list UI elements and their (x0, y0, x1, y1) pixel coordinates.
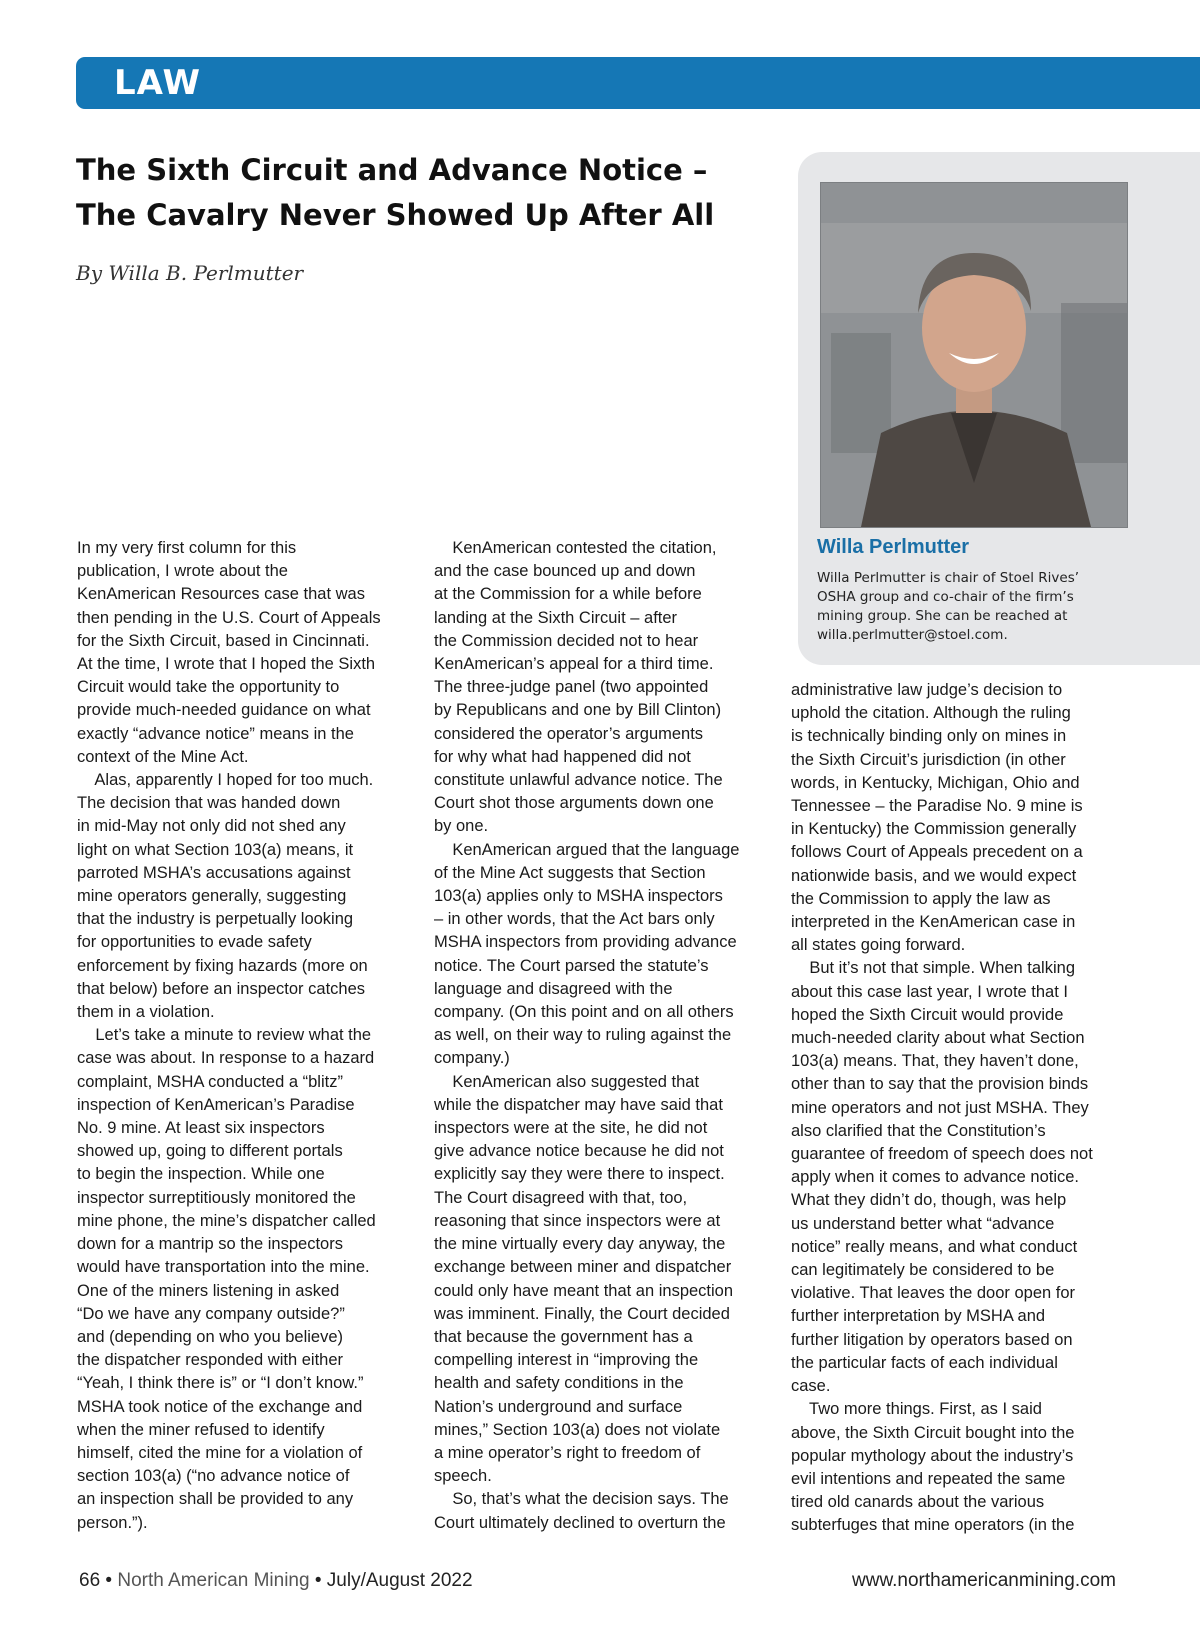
body-text-line: notice. The Court parsed the statute’s (434, 956, 709, 975)
body-text-line: 103(a) applies only to MSHA inspectors (434, 887, 723, 906)
body-text-line: was imminent. Finally, the Court decided (434, 1304, 730, 1323)
body-text-line: for why what had happened did not (434, 747, 691, 766)
body-text-line: by one. (434, 817, 489, 836)
body-text-line: One of the miners listening in asked (77, 1281, 340, 1300)
body-text-line: enforcement by fixing hazards (more on (77, 956, 368, 975)
article-title-line: The Cavalry Never Showed Up After All (76, 198, 715, 232)
body-text-line: the particular facts of each individual (791, 1353, 1058, 1372)
body-text-line: publication, I wrote about the (77, 562, 288, 581)
body-text-line: Two more things. First, as I said (791, 1400, 1042, 1419)
body-text-line: words, in Kentucky, Michigan, Ohio and (791, 773, 1080, 792)
body-text-line: mines,” Section 103(a) does not violate (434, 1420, 721, 1439)
body-text-line: then pending in the U.S. Court of Appeals (77, 608, 381, 627)
body-text-line: about this case last year, I wrote that I (791, 982, 1068, 1001)
body-text-line: that the industry is perpetually looking (77, 910, 354, 929)
body-text-line: administrative law judge’s decision to (791, 681, 1063, 699)
body-text-line: at the Commission for a while before (434, 585, 702, 604)
article-column-1 (77, 537, 417, 1535)
body-text-line: that because the government has a (434, 1327, 693, 1346)
body-text-line: The three-judge panel (two appointed (434, 678, 709, 697)
body-text-line: is technically binding only on mines in (791, 727, 1067, 746)
body-text-line: to begin the inspection. While one (77, 1165, 325, 1184)
body-text-line: Court ultimately declined to overturn the (434, 1513, 726, 1532)
body-text-line: the dispatcher responded with either (77, 1351, 343, 1370)
body-text-line: compelling interest in “improving the (434, 1351, 699, 1370)
body-text-line: the Commission to apply the law as (791, 889, 1051, 908)
body-text-line: other than to say that the provision binds (791, 1075, 1089, 1094)
author-bio-line: mining group. She can be reached at (817, 608, 1068, 624)
body-text-line: them in a violation. (77, 1003, 215, 1022)
body-text-line: KenAmerican argued that the language (434, 840, 740, 859)
body-text-line: The decision that was handed down (77, 794, 341, 813)
body-text-line: himself, cited the mine for a violation of (77, 1443, 363, 1462)
body-text-line: 103(a) means. That, they haven’t done, (791, 1052, 1079, 1071)
author-bio-line: Willa Perlmutter is chair of Stoel Rives’ (817, 570, 1080, 586)
body-text-line: when the miner refused to identify (77, 1420, 325, 1439)
body-text-line: guarantee of freedom of speech does not (791, 1145, 1093, 1164)
article-byline: By Willa B. Perlmutter (76, 261, 304, 285)
author-name: Willa Perlmutter (817, 536, 970, 558)
body-text-line: apply when it comes to advance notice. (791, 1168, 1080, 1187)
body-text-line: tired old canards about the various (791, 1493, 1045, 1512)
body-text-line: provide much-needed guidance on what (77, 701, 371, 720)
body-text-line: At the time, I wrote that I hoped the Sixth (77, 655, 376, 674)
body-text-line: landing at the Sixth Circuit – after (434, 608, 678, 627)
body-text-line: further litigation by operators based on (791, 1330, 1073, 1349)
body-text-line: case was about. In response to a hazard (77, 1049, 375, 1068)
body-text-line: in Kentucky) the Commission generally (791, 820, 1077, 839)
section-banner (76, 57, 1200, 109)
body-text-line: case. (791, 1377, 831, 1396)
body-text-line: considered the operator’s arguments (434, 724, 704, 743)
body-text-line: What they didn’t do, though, was help (791, 1191, 1067, 1210)
body-text-line: MSHA inspectors from providing advance (434, 933, 737, 952)
body-text-line: the Commission decided not to hear (434, 631, 699, 650)
body-text-line: Nation’s underground and surface (434, 1397, 683, 1416)
body-text-line: parroted MSHA’s accusations against (77, 863, 351, 882)
article-title (76, 148, 756, 238)
body-text-line: constitute unlawful advance notice. The (434, 771, 723, 790)
body-text-line: hoped the Sixth Circuit would provide (791, 1005, 1064, 1024)
body-text-line: The Court disagreed with that, too, (434, 1188, 688, 1207)
body-text-line: popular mythology about the industry’s (791, 1446, 1074, 1465)
body-text-line: complaint, MSHA conducted a “blitz” (77, 1072, 343, 1091)
body-text-line: But it’s not that simple. When talking (791, 959, 1075, 978)
body-text-line: further interpretation by MSHA and (791, 1307, 1046, 1326)
body-text-line: – in other words, that the Act bars only (434, 910, 715, 929)
body-text-line: uphold the citation. Although the ruling (791, 704, 1071, 723)
body-text-line: while the dispatcher may have said that (434, 1095, 723, 1114)
body-text-line: nationwide basis, and we would expect (791, 866, 1077, 885)
body-text-line: subterfuges that mine operators (in the (791, 1516, 1075, 1535)
body-text-line: Alas, apparently I hoped for too much. (77, 771, 374, 790)
website-link[interactable]: www.northamericanmining.com (852, 1570, 1116, 1591)
body-text-line: “Do we have any company outside?” (77, 1304, 345, 1323)
body-text-line: KenAmerican Resources case that was (77, 585, 365, 604)
author-bio-line: OSHA group and co-chair of the firm’s (817, 589, 1074, 605)
body-text-line: above, the Sixth Circuit bought into the (791, 1423, 1075, 1442)
body-text-line: by Republicans and one by Bill Clinton) (434, 701, 722, 720)
body-text-line: KenAmerican’s appeal for a third time. (434, 655, 714, 674)
body-text-line: inspection of KenAmerican’s Paradise (77, 1095, 355, 1114)
body-text-line: would have transportation into the mine. (77, 1258, 370, 1277)
body-text-line: of the Mine Act suggests that Section (434, 863, 706, 882)
body-text-line: in mid-May not only did not shed any (77, 817, 346, 836)
body-text-line: person.”). (77, 1513, 148, 1532)
body-text-line: also clarified that the Constitution’s (791, 1121, 1046, 1140)
body-text-line: mine operators generally, suggesting (77, 887, 347, 906)
body-text-line: exactly “advance notice” means in the (77, 724, 354, 743)
body-text-line: Circuit would take the opportunity to (77, 678, 340, 697)
body-text-line: that below) before an inspector catches (77, 979, 366, 998)
body-text-line: us understand better what “advance (791, 1214, 1055, 1233)
body-text-line: inspector surreptitiously monitored the (77, 1188, 356, 1207)
body-text-line: speech. (434, 1467, 492, 1486)
body-text-line: and the case bounced up and down (434, 562, 696, 581)
article-column-2 (434, 537, 774, 1535)
article-column-3 (791, 679, 1136, 1538)
body-text-line: company.) (434, 1049, 510, 1068)
body-text-line: health and safety conditions in the (434, 1374, 684, 1393)
body-text-line: for the Sixth Circuit, based in Cincinnati. (77, 631, 370, 650)
body-text-line: In my very first column for this (77, 539, 297, 557)
body-text-line: and (depending on who you believe) (77, 1327, 344, 1346)
author-bio (817, 569, 1147, 645)
author-bio-line: willa.perlmutter@stoel.com. (817, 627, 1008, 643)
footer-bullet: • (105, 1570, 113, 1591)
body-text-line: exchange between miner and dispatcher (434, 1258, 732, 1277)
body-text-line: MSHA took notice of the exchange and (77, 1397, 363, 1416)
issue-date: July/August 2022 (326, 1570, 473, 1591)
author-sidebar (798, 152, 1200, 665)
body-text-line: violative. That leaves the door open for (791, 1284, 1076, 1303)
body-text-line: can legitimately be considered to be (791, 1261, 1055, 1280)
body-text-line: for opportunities to evade safety (77, 933, 312, 952)
body-text-line: language and disagreed with the (434, 979, 673, 998)
body-text-line: showed up, going to different portals (77, 1142, 343, 1161)
body-text-line: could only have meant that an inspection (434, 1281, 734, 1300)
body-text-line: context of the Mine Act. (77, 747, 249, 766)
body-text-line: No. 9 mine. At least six inspectors (77, 1119, 325, 1138)
body-text-line: mine operators and not just MSHA. They (791, 1098, 1089, 1117)
body-text-line: as well, on their way to ruling against the (434, 1026, 732, 1045)
body-text-line: evil intentions and repeated the same (791, 1469, 1066, 1488)
body-text-line: interpreted in the KenAmerican case in (791, 913, 1076, 932)
body-text-line: mine phone, the mine’s dispatcher called (77, 1211, 376, 1230)
section-label: LAW (114, 63, 201, 103)
body-text-line: all states going forward. (791, 936, 966, 955)
body-text-line: down for a mantrip so the inspectors (77, 1235, 343, 1254)
body-text-line: So, that’s what the decision says. The (434, 1490, 729, 1509)
body-text-line: much-needed clarity about what Section (791, 1029, 1085, 1048)
publication-name: North American Mining (117, 1570, 310, 1591)
body-text-line: Court shot those arguments down one (434, 794, 714, 813)
footer-folio (79, 1570, 473, 1592)
body-text-line: KenAmerican contested the citation, (434, 539, 717, 557)
body-text-line: reasoning that since inspectors were at (434, 1211, 721, 1230)
body-text-line: a mine operator’s right to freedom of (434, 1443, 701, 1462)
body-text-line: the Sixth Circuit’s jurisdiction (in other (791, 750, 1066, 769)
body-text-line: the mine virtually every day anyway, the (434, 1235, 726, 1254)
footer-bullet: • (314, 1570, 322, 1591)
body-text-line: light on what Section 103(a) means, it (77, 840, 354, 859)
body-text-line: an inspection shall be provided to any (77, 1490, 354, 1509)
body-text-line: explicitly say they were there to inspect. (434, 1165, 725, 1184)
body-text-line: “Yeah, I think there is” or “I don’t know.” (77, 1374, 364, 1393)
body-text-line: inspectors were at the site, he did not (434, 1119, 708, 1138)
article-title-line: The Sixth Circuit and Advance Notice – (76, 153, 708, 187)
body-text-line: notice” really means, and what conduct (791, 1237, 1078, 1256)
body-text-line: Tennessee – the Paradise No. 9 mine is (791, 797, 1083, 816)
author-photo (820, 182, 1128, 528)
body-text-line: give advance notice because he did not (434, 1142, 724, 1161)
body-text-line: section 103(a) (“no advance notice of (77, 1467, 350, 1486)
body-text-line: company. (On this point and on all others (434, 1003, 734, 1022)
body-text-line: KenAmerican also suggested that (434, 1072, 700, 1091)
page-number: 66 (79, 1570, 101, 1591)
body-text-line: Let’s take a minute to review what the (77, 1026, 372, 1045)
body-text-line: follows Court of Appeals precedent on a (791, 843, 1083, 862)
